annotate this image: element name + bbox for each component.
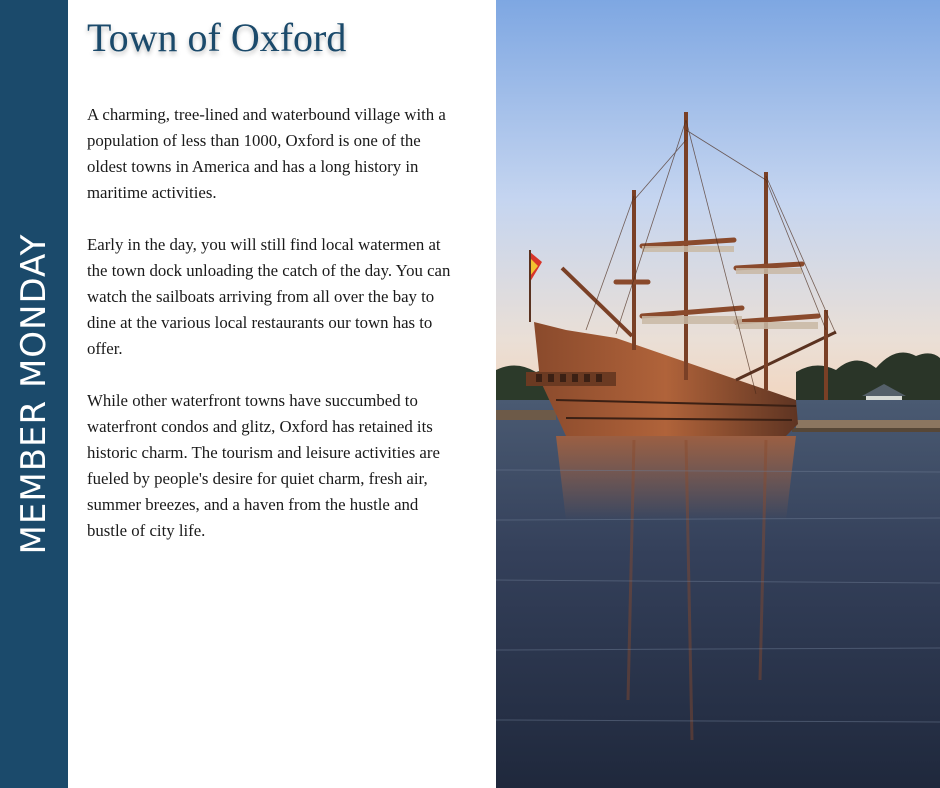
paragraph-intro: A charming, tree-lined and waterbound village with a population of less than 1000, Oxford is one of the oldest towns in America and has a long history in maritime activities. [87,105,446,202]
paragraph-watermen: Early in the day, you will still find local watermen at the town dock unloading the catch of the day. You can watch the sailboats arriving from all over the bay to dine at the various local restaurants our town has to offer. [87,235,451,358]
sidebar-banner [0,0,68,788]
sidebar-label: MEMBER MONDAY [14,233,54,555]
paragraph-charm: While other waterfront towns have succumbed to waterfront condos and glitz, Oxford has retained its historic charm. The tourism and leisure activities are fueled by people's desire for quiet charm, fresh air, summer breezes, and a haven from the hustle and bustle of city life. [87,391,440,540]
tall-ship-photo [496,0,940,788]
text-panel [68,0,496,788]
body-text [87,102,459,570]
page-title: Town of Oxford [87,15,347,60]
